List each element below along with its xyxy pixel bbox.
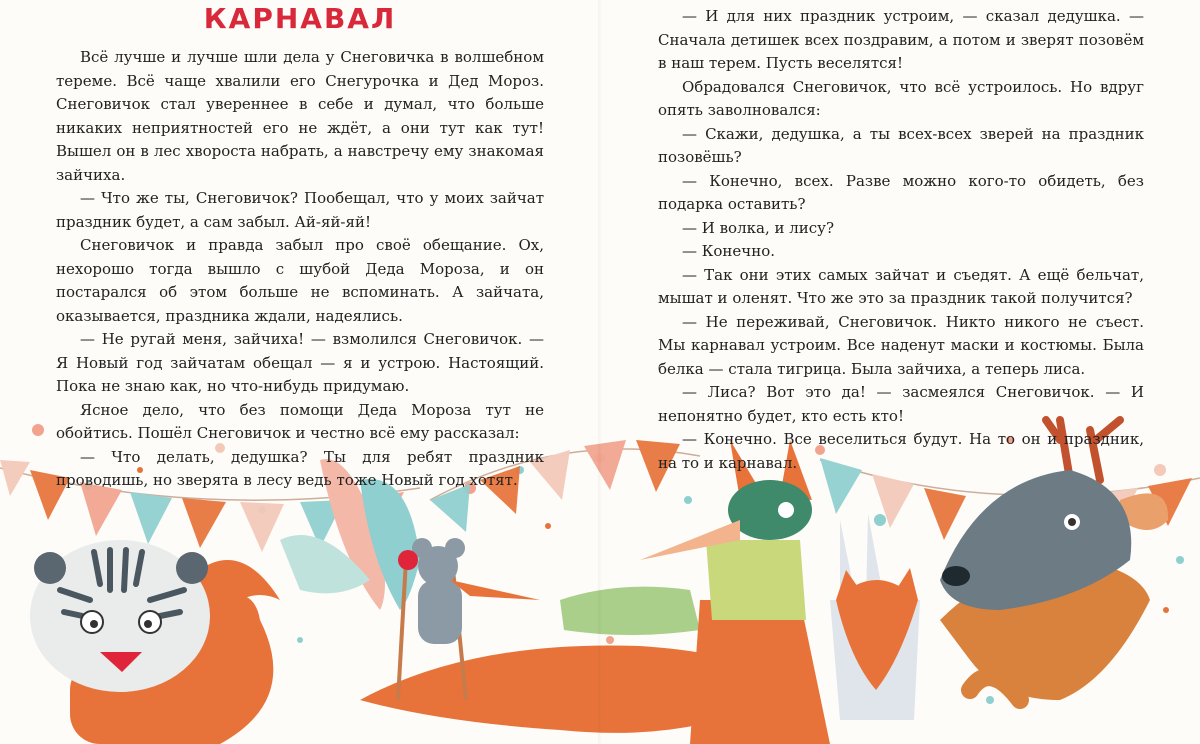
paragraph: — Так они этих самых зайчат и съедят. А ещё бельчат, мышат и оленят. Что же это за праздник такой получится? xyxy=(658,265,1144,307)
left-text xyxy=(56,46,544,493)
paragraph: Всё лучше и лучше шли дела у Снеговичка в волшебном тереме. Всё чаще хвалили его Снегурочка и Дед Мороз. Снеговичок стал увереннее в себе и думал, что больше никаких неприятностей его не ждёт, а они тут как тут! Вышел он в лес хвороста набрать, а навстречу ему знакомая зайчиха. xyxy=(56,48,544,184)
paragraph: Обрадовался Снеговичок, что всё устроилось. Но вдруг опять заволновался: xyxy=(658,77,1144,119)
paragraph: — Конечно. xyxy=(682,242,775,260)
paragraph: — Что делать, дедушка? Ты для ребят праздник проводишь, но зверята в лесу ведь тоже Новый год хотят. xyxy=(56,447,544,489)
paragraph: Снеговичок и правда забыл про своё обещание. Ох, нехорошо тогда вышло с шубой Деда Мороза, и он постарался об этом больше не вспоминать. А зайчата, оказывается, праздника ждали, надеялись. xyxy=(56,236,544,325)
paragraph: Ясное дело, что без помощи Деда Мороза тут не обойтись. Пошёл Снеговичок и честно всё ему рассказал: xyxy=(56,400,544,442)
chapter-title: КАРНАВАЛ xyxy=(203,2,397,35)
paragraph: — Что же ты, Снеговичок? Пообещал, что у моих зайчат праздник будет, а сам забыл. Ай-яй-яй! xyxy=(56,189,544,231)
paragraph: — И для них праздник устроим, — сказал дедушка. — Сначала детишек всех поздравим, а потом и зверят позовём в наш терем. Пусть веселятся! xyxy=(658,7,1144,72)
paragraph: — Скажи, дедушка, а ты всех-всех зверей на праздник позовёшь? xyxy=(658,124,1144,166)
paragraph: — Лиса? Вот это да! — засмеялся Снеговичок. — И непонятно будет, кто есть кто! xyxy=(658,383,1144,425)
paragraph: — Конечно, всех. Разве можно кого-то обидеть, без подарка оставить? xyxy=(658,171,1144,213)
paragraph: — Не переживай, Снеговичок. Никто никого не съест. Мы карнавал устроим. Все наденут маски и костюмы. Была белка — стала тигрица. Была зайчиха, а теперь лиса. xyxy=(658,312,1144,378)
paragraph: — Конечно. Все веселиться будут. На то он и праздник, на то и карнавал. xyxy=(658,430,1144,472)
paragraph: — Не ругай меня, зайчиха! — взмолился Снеговичок. — Я Новый год зайчатам обещал — я и устрою. Настоящий. Пока не знаю как, но что-нибудь придумаю. xyxy=(56,330,544,395)
right-page xyxy=(600,0,1200,744)
paragraph: — И волка, и лису? xyxy=(682,218,835,237)
right-text xyxy=(658,5,1144,475)
